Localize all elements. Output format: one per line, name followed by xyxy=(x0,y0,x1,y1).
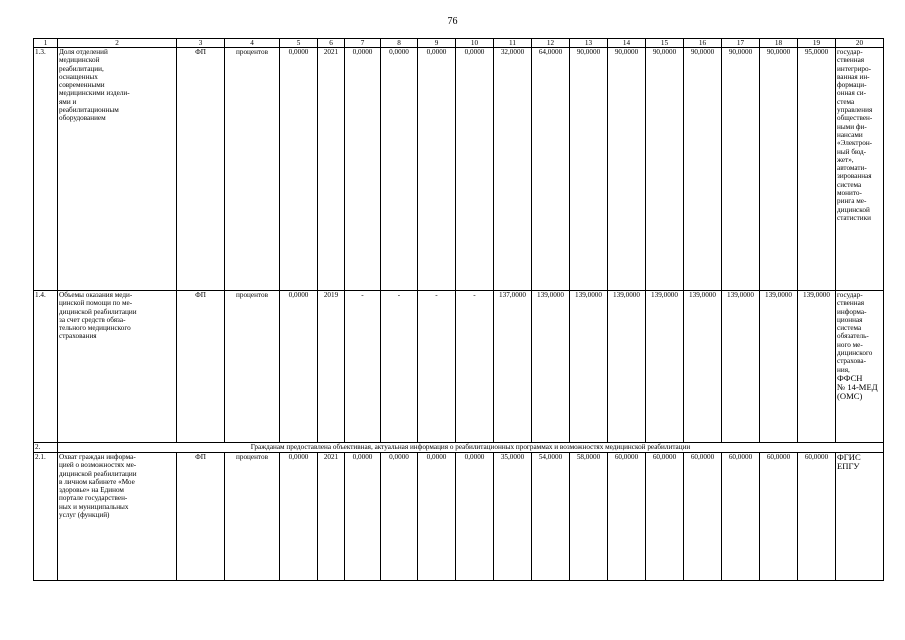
column-number: 19 xyxy=(798,39,836,48)
column-number: 9 xyxy=(418,39,456,48)
unit-cell: процентов xyxy=(225,291,280,443)
column-number: 7 xyxy=(345,39,381,48)
value-cell: 139,0000 xyxy=(722,291,760,443)
column-number: 20 xyxy=(836,39,884,48)
value-cell: - xyxy=(345,291,381,443)
indicators-table xyxy=(33,38,884,581)
value-cell: 90,0000 xyxy=(760,48,798,291)
data-source-cell: ФГИС ЕПГУ xyxy=(836,453,884,581)
unit-cell: процентов xyxy=(225,48,280,291)
column-number: 18 xyxy=(760,39,798,48)
value-cell: 139,0000 xyxy=(570,291,608,443)
value-cell: 58,0000 xyxy=(570,453,608,581)
column-number: 16 xyxy=(684,39,722,48)
value-cell: 139,0000 xyxy=(532,291,570,443)
value-cell: 139,0000 xyxy=(798,291,836,443)
row-number: 1.3. xyxy=(34,48,58,291)
column-number: 3 xyxy=(177,39,225,48)
row-number: 1.4. xyxy=(34,291,58,443)
section-number: 2. xyxy=(34,443,58,453)
value-cell: 64,0000 xyxy=(532,48,570,291)
value-cell: - xyxy=(456,291,494,443)
value-cell: 139,0000 xyxy=(646,291,684,443)
table-row xyxy=(34,48,884,291)
value-cell: 137,0000 xyxy=(494,291,532,443)
indicator-name: Объемы оказания меди- цинской помощи по ме- дицинской реабилитации за счет средств обяза- тельного медицинского страхования xyxy=(58,291,177,443)
value-cell: 0,0000 xyxy=(345,48,381,291)
value-cell: 95,0000 xyxy=(798,48,836,291)
column-number: 2 xyxy=(58,39,177,48)
indicator-name: Доля отделений медицинской реабилитации, оснащенных современными медицинскими издели- ями и реабилитационным оборудованием xyxy=(58,48,177,291)
column-number: 13 xyxy=(570,39,608,48)
column-number: 4 xyxy=(225,39,280,48)
indicator-level: ФП xyxy=(177,453,225,581)
row-number: 2.1. xyxy=(34,453,58,581)
value-cell: 90,0000 xyxy=(646,48,684,291)
column-number: 1 xyxy=(34,39,58,48)
value-cell: 90,0000 xyxy=(570,48,608,291)
value-cell: 60,0000 xyxy=(722,453,760,581)
value-cell: 54,0000 xyxy=(532,453,570,581)
column-number-row xyxy=(34,39,884,48)
value-cell: 90,0000 xyxy=(722,48,760,291)
value-cell: 139,0000 xyxy=(608,291,646,443)
column-number: 11 xyxy=(494,39,532,48)
unit-cell: процентов xyxy=(225,453,280,581)
indicator-level: ФП xyxy=(177,291,225,443)
data-source-cell: государ- ственная интегриро- ванная ин- формаци- онная си- стема управления обществен- ными фи- нансами «Электрон- ный бюд- жет», автомати- зированная система монито- ринга ме- дицинской статистики xyxy=(836,48,884,291)
indicator-level: ФП xyxy=(177,48,225,291)
value-cell: - xyxy=(381,291,418,443)
value-cell: 90,0000 xyxy=(684,48,722,291)
value-cell: 32,0000 xyxy=(494,48,532,291)
column-number: 10 xyxy=(456,39,494,48)
table-row xyxy=(34,291,884,443)
value-cell: - xyxy=(418,291,456,443)
data-source-cell xyxy=(836,291,884,443)
column-number: 5 xyxy=(280,39,318,48)
column-number: 17 xyxy=(722,39,760,48)
value-cell: 139,0000 xyxy=(760,291,798,443)
value-cell: 60,0000 xyxy=(760,453,798,581)
indicator-name: Охват граждан информа- цией о возможностях ме- дицинской реабилитации в личном кабинете «Мое здоровье» на Едином портале государствен- ных и муниципальных услуг (функций) xyxy=(58,453,177,581)
value-cell: 139,0000 xyxy=(684,291,722,443)
value-cell: 0,0000 xyxy=(456,453,494,581)
value-cell: 0,0000 xyxy=(456,48,494,291)
value-cell: 0,0000 xyxy=(345,453,381,581)
base-year-cell: 2021 xyxy=(318,453,345,581)
value-cell: 0,0000 xyxy=(418,48,456,291)
value-cell: 35,0000 xyxy=(494,453,532,581)
column-number: 8 xyxy=(381,39,418,48)
column-number: 14 xyxy=(608,39,646,48)
value-cell: 60,0000 xyxy=(646,453,684,581)
base-value-cell: 0,0000 xyxy=(280,48,318,291)
page-number: 76 xyxy=(447,16,458,27)
data-source-form: ФФСН № 14-МЕД (ОМС) xyxy=(837,372,878,401)
value-cell: 0,0000 xyxy=(381,453,418,581)
data-source-text: государ- ственная информа- ционная система обязатель- ного ме- дицинского страхова- ния, xyxy=(837,291,873,374)
value-cell: 0,0000 xyxy=(381,48,418,291)
value-cell: 60,0000 xyxy=(608,453,646,581)
column-number: 15 xyxy=(646,39,684,48)
column-number: 6 xyxy=(318,39,345,48)
table-row xyxy=(34,453,884,581)
base-year-cell: 2019 xyxy=(318,291,345,443)
base-value-cell: 0,0000 xyxy=(280,291,318,443)
value-cell: 0,0000 xyxy=(418,453,456,581)
base-value-cell: 0,0000 xyxy=(280,453,318,581)
base-year-cell: 2021 xyxy=(318,48,345,291)
value-cell: 60,0000 xyxy=(798,453,836,581)
value-cell: 60,0000 xyxy=(684,453,722,581)
value-cell: 90,0000 xyxy=(608,48,646,291)
section-row xyxy=(34,443,884,453)
column-number: 12 xyxy=(532,39,570,48)
section-title: Гражданам предоставлена объективная, актуальная информация о реабилитационных программах и возможностях медицинской реабилитации xyxy=(58,443,884,453)
